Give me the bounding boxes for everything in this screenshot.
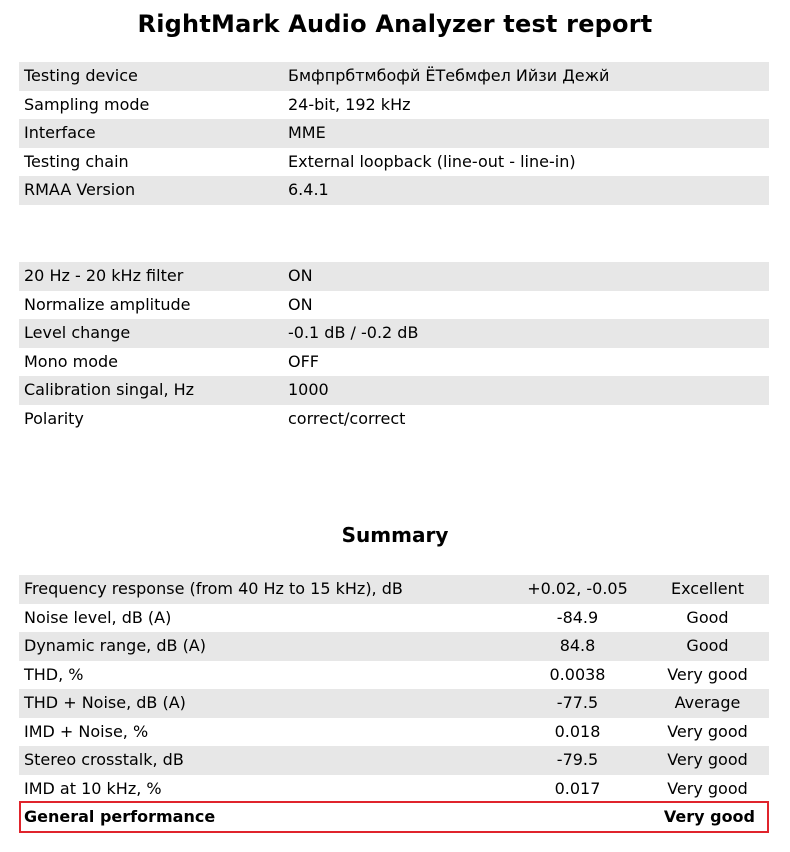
summary-value: 0.018	[554, 721, 601, 741]
settings-value: ON	[288, 294, 313, 314]
settings-label: Normalize amplitude	[24, 294, 191, 314]
settings-value: OFF	[288, 351, 319, 371]
summary-rating: Very good	[667, 721, 748, 741]
info-row-testing-chain	[19, 148, 769, 177]
info-value: 24-bit, 192 kHz	[288, 94, 411, 114]
info-label: Testing device	[24, 66, 138, 85]
general-performance-row	[19, 801, 769, 833]
general-performance-rating: Very good	[663, 807, 755, 826]
summary-rating: Very good	[667, 750, 748, 769]
info-value: Бмфпрбтмбофй ЁТебмфел Ийзи Дежй	[288, 66, 610, 85]
info-row-rmaa-version	[19, 176, 769, 205]
summary-row-imd-10khz	[19, 775, 769, 804]
settings-label: Calibration singal, Hz	[24, 380, 195, 399]
info-row-interface	[19, 119, 769, 148]
summary-label: IMD + Noise, %	[24, 721, 149, 741]
settings-label: 20 Hz - 20 kHz filter	[24, 266, 184, 285]
settings-row-mono-mode	[19, 348, 769, 377]
settings-row-filter	[19, 262, 769, 291]
summary-rating: Good	[686, 607, 729, 627]
info-label: RMAA Version	[24, 180, 136, 199]
summary-row-noise-level	[19, 604, 769, 633]
summary-label: Stereo crosstalk, dB	[24, 750, 184, 769]
summary-rating: Very good	[667, 664, 748, 684]
summary-rating: Very good	[667, 778, 748, 798]
summary-row-frequency-response	[19, 575, 769, 604]
info-row-sampling-mode	[19, 91, 769, 120]
summary-table	[19, 575, 769, 803]
report-title: RightMark Audio Analyzer test report	[137, 10, 653, 38]
summary-rating: Average	[674, 693, 741, 712]
general-performance-label: General performance	[24, 807, 216, 826]
summary-label: Frequency response (from 40 Hz to 15 kHz), dB	[24, 579, 403, 598]
summary-value: 0.0038	[549, 664, 606, 684]
summary-row-imd-noise	[19, 718, 769, 747]
info-value: MME	[288, 123, 326, 142]
info-value: External loopback (line-out - line-in)	[288, 151, 576, 171]
settings-value: 1000	[288, 380, 329, 399]
summary-value: -84.9	[556, 607, 599, 627]
summary-value: 84.8	[559, 636, 596, 655]
summary-label: Noise level, dB (A)	[24, 607, 172, 627]
info-value: 6.4.1	[288, 180, 329, 199]
settings-row-normalize	[19, 291, 769, 320]
summary-label: THD, %	[24, 664, 84, 684]
settings-label: Mono mode	[24, 351, 118, 371]
summary-row-thd-noise	[19, 689, 769, 718]
settings-row-polarity	[19, 405, 769, 434]
summary-rating: Good	[686, 636, 729, 655]
summary-rating: Excellent	[670, 579, 745, 598]
summary-label: IMD at 10 kHz, %	[24, 778, 162, 798]
settings-row-calibration	[19, 376, 769, 405]
summary-label: Dynamic range, dB (A)	[24, 636, 206, 655]
settings-label: Level change	[24, 323, 131, 342]
summary-label: THD + Noise, dB (A)	[24, 693, 186, 712]
settings-value: ON	[288, 266, 313, 285]
info-label: Testing chain	[24, 151, 129, 171]
info-label: Interface	[24, 123, 96, 142]
summary-row-stereo-crosstalk	[19, 746, 769, 775]
device-info-table	[19, 62, 769, 205]
summary-value: -79.5	[556, 750, 599, 769]
settings-label: Polarity	[24, 408, 84, 428]
info-row-testing-device	[19, 62, 769, 91]
info-label: Sampling mode	[24, 94, 150, 114]
settings-table	[19, 262, 769, 433]
settings-row-level-change	[19, 319, 769, 348]
settings-value: -0.1 dB / -0.2 dB	[288, 323, 419, 342]
summary-row-dynamic-range	[19, 632, 769, 661]
summary-value: +0.02, -0.05	[527, 579, 628, 598]
summary-value: 0.017	[554, 778, 601, 798]
settings-value: correct/correct	[288, 408, 406, 428]
summary-title: Summary	[341, 523, 449, 547]
summary-value: -77.5	[556, 693, 599, 712]
summary-row-thd	[19, 661, 769, 690]
